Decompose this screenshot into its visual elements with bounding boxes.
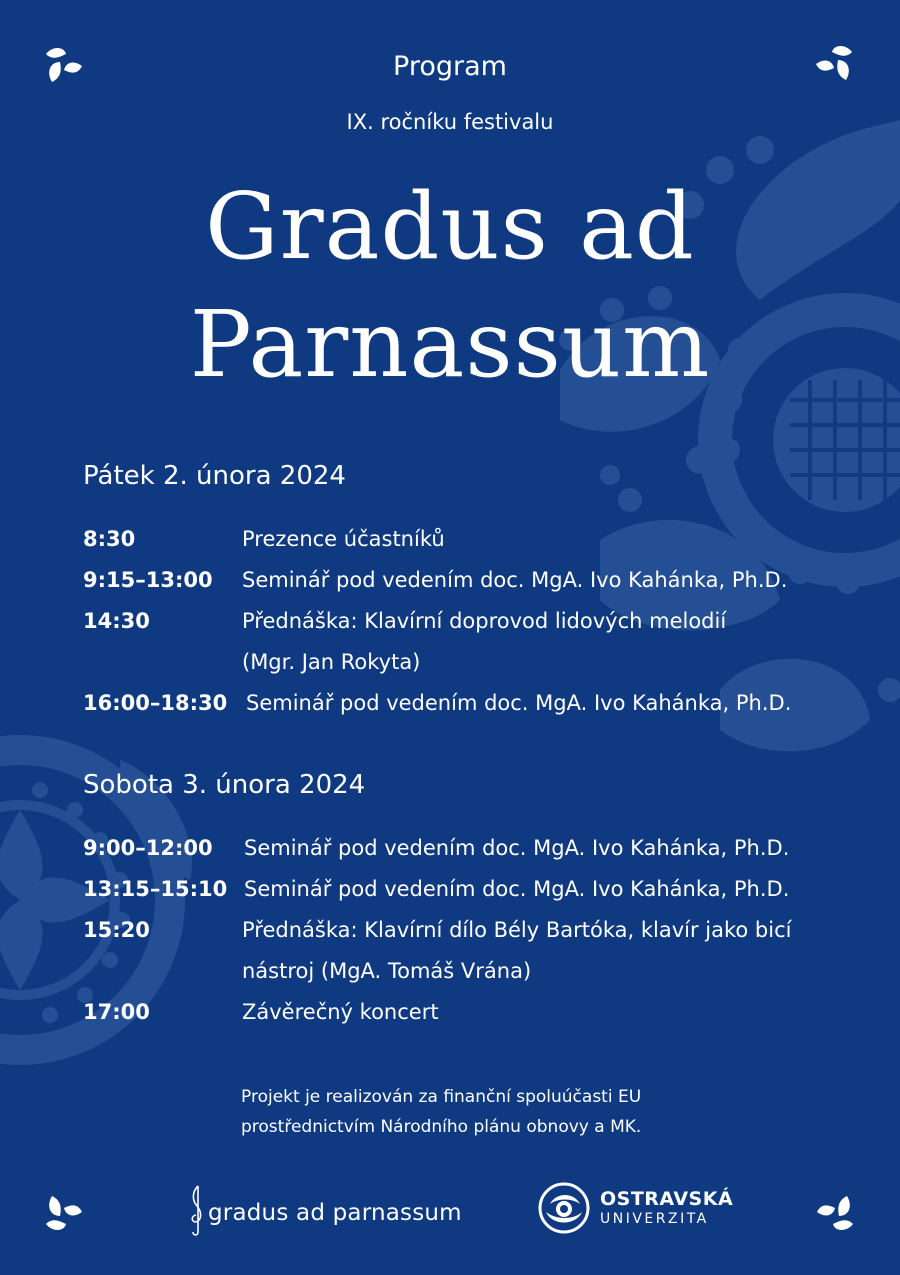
treble-clef-icon: [188, 1184, 206, 1236]
festival-title: [0, 168, 900, 404]
schedule-event: Seminář pod vedením doc. MgA. Ivo Kahánka, Ph.D.: [244, 877, 790, 901]
schedule-time: 9:00–12:00: [83, 836, 213, 860]
schedule-time: 17:00: [83, 1000, 150, 1024]
funding-note-line-2: prostřednictvím Národního plánu obnovy a MK.: [241, 1117, 642, 1137]
schedule-event: Seminář pod vedením doc. MgA. Ivo Kahánka, Ph.D.: [242, 568, 788, 592]
schedule-time: 9:15–13:00: [83, 568, 213, 592]
schedule-time: 14:30: [83, 609, 150, 633]
ostravska-univerzita-logo: [538, 1182, 733, 1234]
corner-petal-icon: [815, 1194, 855, 1234]
funding-note: [241, 1082, 641, 1142]
corner-petal-icon: [44, 1194, 84, 1234]
day-heading-saturday: Sobota 3. února 2024: [83, 770, 366, 800]
ou-logo-line-2: UNIVERZITA: [600, 1211, 709, 1227]
schedule-time: 16:00–18:30: [83, 691, 228, 715]
schedule-event: Závěrečný koncert: [242, 1000, 439, 1024]
festival-subtitle: IX. ročníku festivalu: [346, 110, 554, 134]
title-line-2: Parnassum: [189, 291, 711, 398]
schedule-event: Prezence účastníků: [242, 527, 445, 551]
ostravska-univerzita-emblem-icon: [538, 1182, 590, 1234]
schedule-event: Přednáška: Klavírní dílo Bély Bartóka, klavír jako bicí: [242, 918, 792, 942]
schedule-event: Přednáška: Klavírní doprovod lidových melodií: [242, 609, 727, 633]
funding-note-line-1: Projekt je realizován za finanční spoluúčasti EU: [241, 1087, 642, 1107]
gradus-logo-text: gradus ad parnassum: [208, 1200, 462, 1226]
schedule-time: 8:30: [83, 527, 136, 551]
schedule-event: Seminář pod vedením doc. MgA. Ivo Kahánka, Ph.D.: [246, 691, 792, 715]
program-label: Program: [393, 51, 507, 82]
schedule-event: Seminář pod vedením doc. MgA. Ivo Kahánka, Ph.D.: [244, 836, 790, 860]
schedule-time: 13:15–15:10: [83, 877, 228, 901]
gradus-logo: [188, 1184, 462, 1236]
title-line-1: Gradus ad: [205, 173, 695, 280]
schedule-event: nástroj (MgA. Tomáš Vrána): [242, 959, 532, 983]
schedule-event: (Mgr. Jan Rokyta): [242, 650, 421, 674]
ou-logo-line-1: OSTRAVSKÁ: [600, 1188, 734, 1210]
schedule-time: 15:20: [83, 918, 150, 942]
day-heading-friday: Pátek 2. února 2024: [83, 461, 346, 491]
